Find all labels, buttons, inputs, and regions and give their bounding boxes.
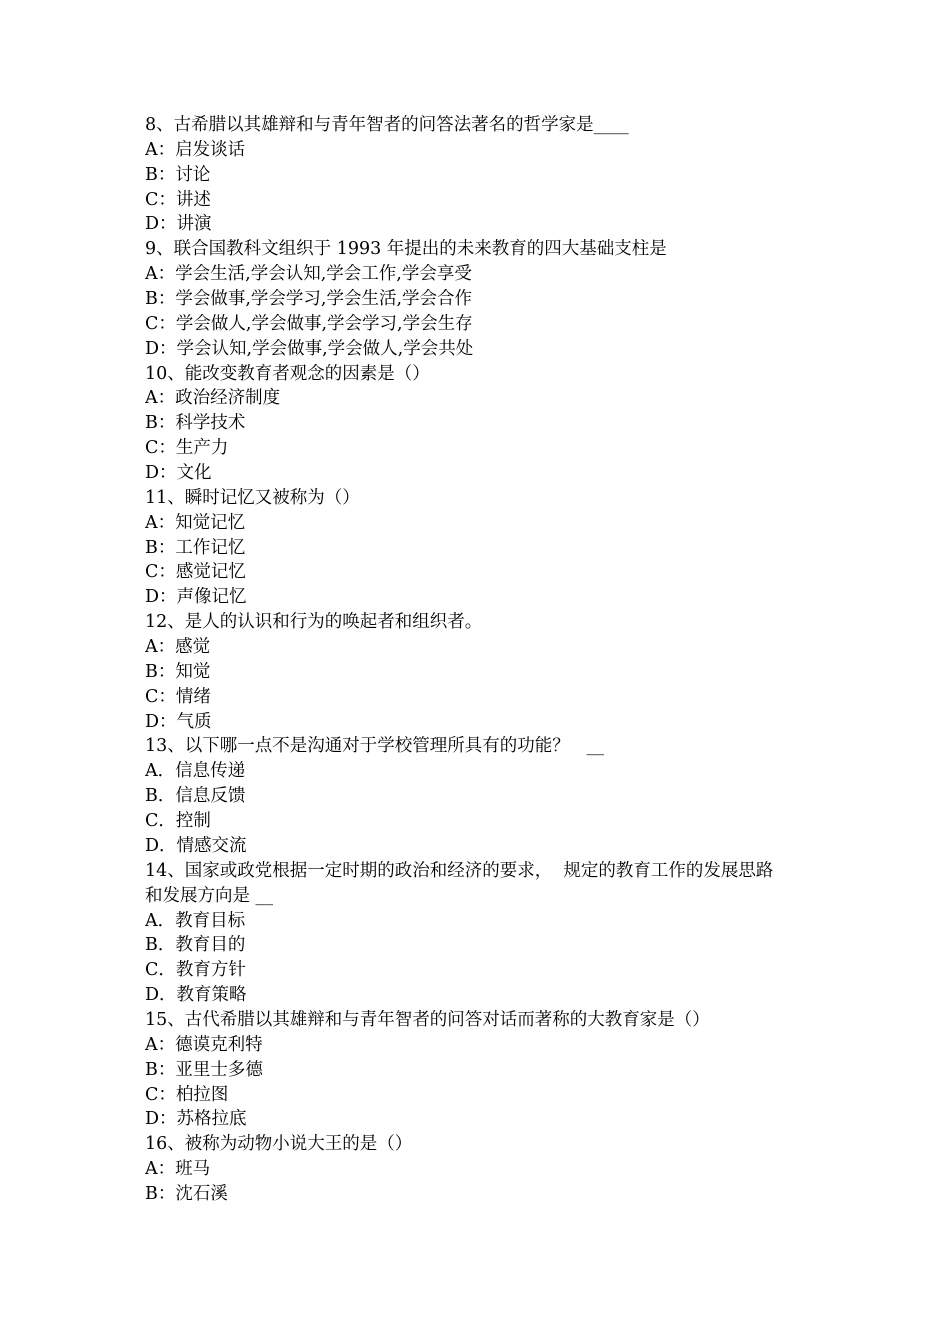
question-stem: 15、古代希腊以其雄辩和与青年智者的问答对话而著称的大教育家是（） (145, 1009, 710, 1030)
question-stem: 16、被称为动物小说大王的是（） (145, 1134, 413, 1155)
option-d: D：苏格拉底 (145, 1109, 247, 1130)
option-c: C：学会做人,学会做事,学会学习,学会生存 (145, 313, 473, 334)
option-c: C．控制 (145, 811, 211, 832)
option-a: A：政治经济制度 (145, 388, 281, 409)
question-9 (145, 237, 810, 361)
option-a: A．教育目标 (145, 910, 246, 931)
option-c: C：柏拉图 (145, 1084, 229, 1105)
option-b: B：亚里士多德 (145, 1059, 263, 1080)
option-b: B．教育目的 (145, 935, 246, 956)
question-stem-continued: 和发展方向是 __ (145, 885, 274, 906)
option-a: A：感觉 (145, 637, 211, 658)
option-a: A：学会生活,学会认知,学会工作,学会享受 (145, 264, 472, 285)
option-d: D．教育策略 (145, 985, 247, 1006)
question-stem: 8、古希腊以其雄辩和与青年智者的问答法著名的哲学家是____ (145, 115, 629, 135)
option-d: D：学会认知,学会做事,学会做人,学会共处 (145, 338, 474, 359)
option-d: D：声像记忆 (145, 587, 247, 608)
option-b: B：学会做事,学会学习,学会生活,学会合作 (145, 289, 473, 310)
question-14 (145, 859, 810, 1008)
option-b: B：知觉 (145, 661, 211, 682)
option-d: D：讲演 (145, 214, 212, 235)
option-c: C．教育方针 (145, 960, 246, 981)
option-b: B：沈石溪 (145, 1183, 228, 1204)
question-stem: 11、瞬时记忆又被称为（） (145, 487, 360, 508)
option-a: A．信息传递 (145, 761, 246, 782)
option-c: C：情绪 (145, 686, 211, 707)
question-stem: 10、能改变教育者观念的因素是（） (145, 363, 430, 384)
option-d: D：气质 (145, 711, 212, 732)
question-13 (145, 734, 810, 858)
question-stem: 9、联合国教科文组织于 1993 年提出的未来教育的四大基础支柱是 (145, 239, 667, 260)
question-stem: 12、是人的认识和行为的唤起者和组织者。 (145, 612, 483, 633)
option-b: B：工作记忆 (145, 537, 246, 558)
question-16 (145, 1132, 810, 1207)
option-c: C：生产力 (145, 438, 229, 459)
option-b: B．信息反馈 (145, 786, 246, 807)
option-c: C：讲述 (145, 189, 211, 210)
question-11 (145, 486, 810, 610)
option-c: C：感觉记忆 (145, 562, 246, 583)
question-15 (145, 1008, 810, 1132)
option-d: D．情感交流 (145, 835, 247, 856)
option-b: B：讨论 (145, 164, 211, 185)
option-b: B：科学技术 (145, 413, 246, 434)
question-10 (145, 362, 810, 486)
question-stem: 13、以下哪一点不是沟通对于学校管理所具有的功能？ __ (145, 736, 604, 757)
question-list (145, 113, 810, 1207)
option-a: A：班马 (145, 1159, 211, 1180)
option-d: D：文化 (145, 463, 212, 484)
option-a: A：启发谈话 (145, 139, 246, 160)
question-stem: 14、国家或政党根据一定时期的政治和经济的要求， 规定的教育工作的发展思路 (145, 860, 774, 881)
option-a: A：知觉记忆 (145, 512, 246, 533)
option-a: A：德谟克利特 (145, 1034, 263, 1055)
question-12 (145, 610, 810, 734)
question-8 (145, 113, 810, 237)
